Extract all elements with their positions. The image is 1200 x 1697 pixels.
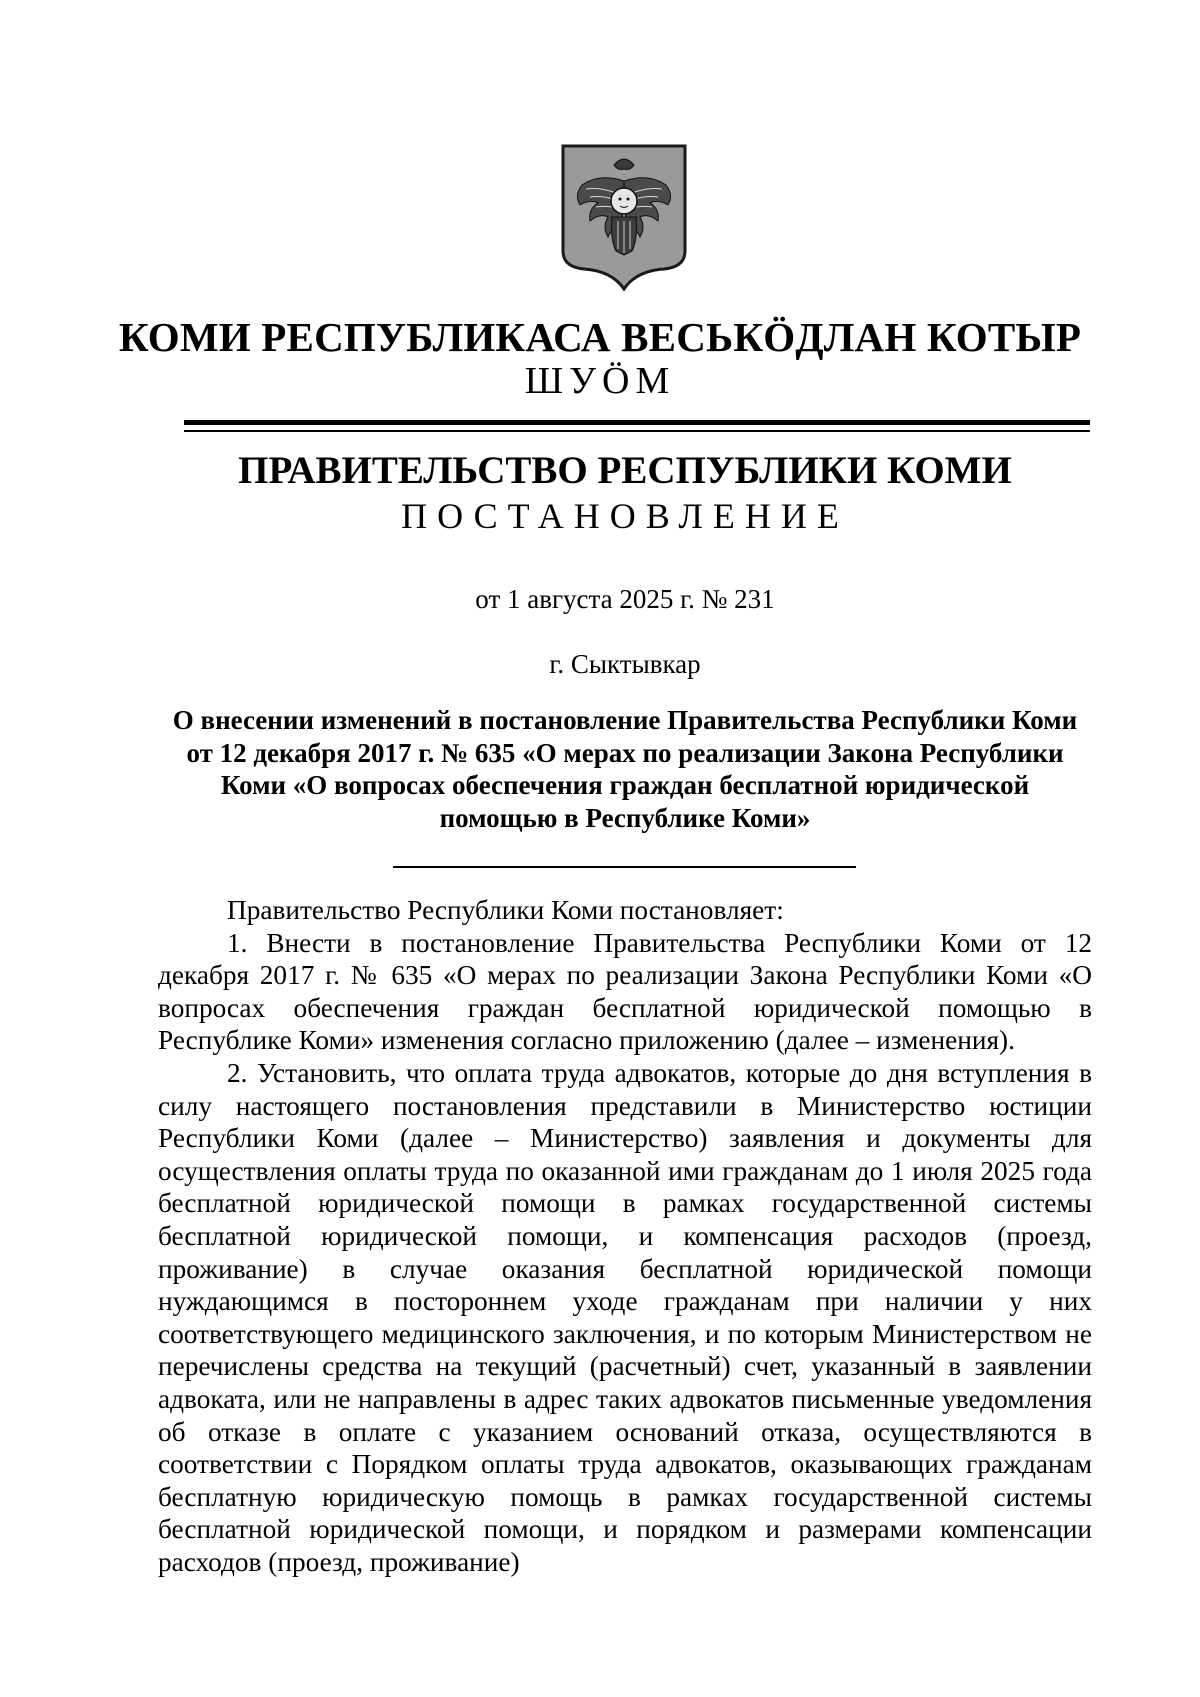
document-body	[158, 894, 1092, 1578]
body-item-1: 1. Внести в постановление Правительства Республики Коми от 12 декабря 2017 г. № 635 «О мерах по реализации Закона Республики Коми «О вопросах обеспечения граждан бесплатной юридической помощью в Республике Коми» изменения согласно приложению (далее – изменения).	[158, 927, 1092, 1056]
komi-government-title: КОМИ РЕСПУБЛИКАСА ВЕСЬКӦДЛАН КОТЫР	[118, 314, 1082, 360]
body-item-2: 2. Установить, что оплата труда адвокатов, которые до дня вступления в силу настоящего постановления представили в Министерство юстиции Республики Коми (далее – Министерство) заявления и документы для осуществления оплаты труда по оказанной ими гражданам до 1 июля 2025 года бесплатной юридической помощи в рамках государственной системы бесплатной юридической помощи, и компенсация расходов (проезд, проживание) в случае оказания бесплатной юридической помощи нуждающимся в постороннем уходе гражданам при наличии у них соответствующего медицинского заключения, и по которым Министерством не перечислены средства на текущий (расчетный) счет, указанный в заявлении адвоката, или не направлены в адрес таких адвокатов письменные уведомления об отказе в оплате с указанием оснований отказа, осуществляются в соответствии с Порядком оплаты труда адвокатов, оказывающих гражданам бесплатную юридическую помощь в рамках государственной системы бесплатной юридической помощи, и порядком и размерами компенсации расходов (проезд, проживание)	[158, 1057, 1092, 1577]
government-title: ПРАВИТЕЛЬСТВО РЕСПУБЛИКИ КОМИ	[238, 449, 1012, 492]
document-city: г. Сыктывкар	[549, 649, 701, 679]
komi-coat-of-arms-icon	[560, 143, 688, 291]
header-divider-thick	[184, 420, 1090, 425]
subject-underline	[393, 866, 856, 868]
document-subject: О внесении изменений в постановление Правительства Республики Коми от 12 декабря 2017 г. № 635 «О мерах по реализации Закона Республики Коми «О вопросах обеспечения граждан бесплатной юридической помощью в Республике Коми»	[172, 705, 1078, 833]
header-divider-thin	[184, 430, 1090, 432]
body-intro: Правительство Республики Коми постановляет:	[227, 895, 784, 925]
document-type: ПОСТАНОВЛЕНИЕ	[401, 496, 849, 536]
document-date-number: от 1 августа 2025 г. № 231	[475, 584, 775, 614]
komi-document-type: ШУӦМ	[524, 360, 676, 402]
